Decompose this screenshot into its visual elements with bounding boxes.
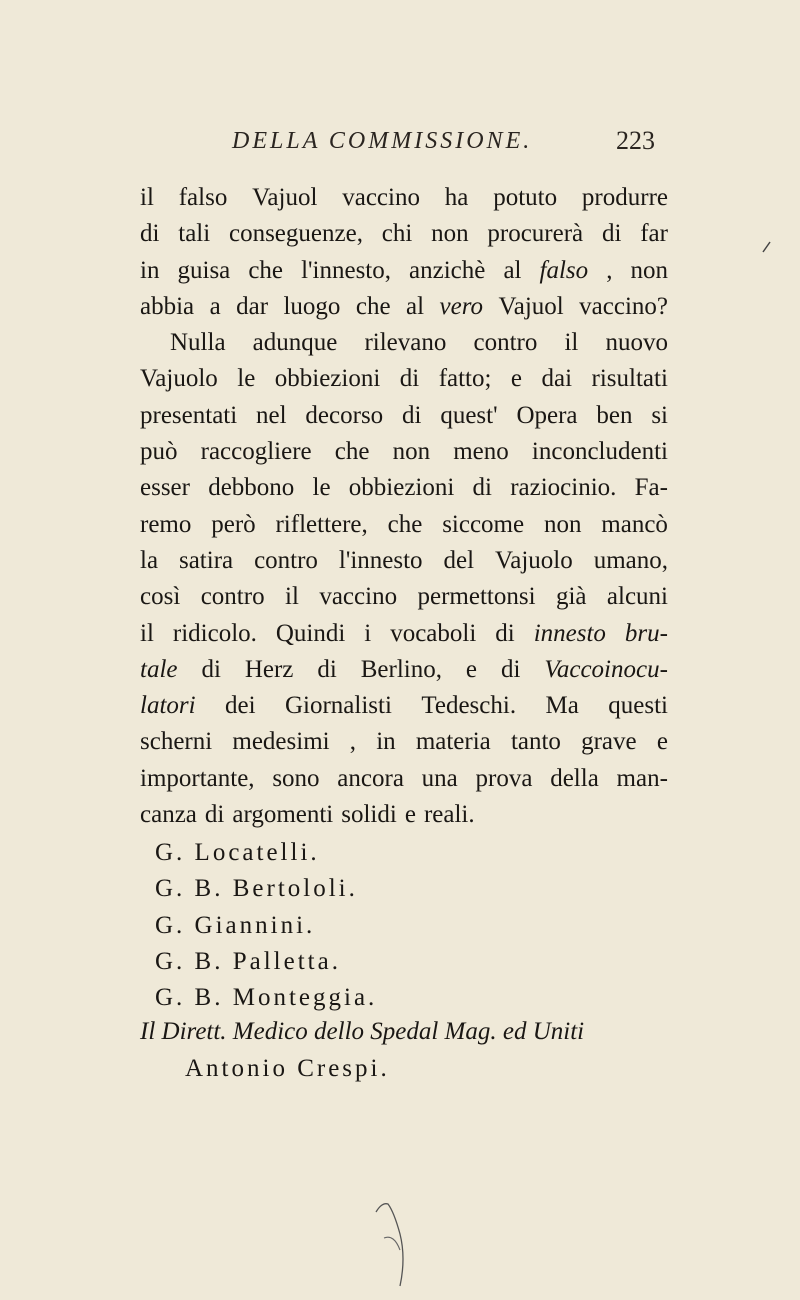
word: dar (236, 292, 269, 320)
word: presentati (140, 401, 238, 429)
word: guisa (177, 256, 231, 284)
word: conseguenze, (228, 220, 363, 248)
word: vocaboli (390, 619, 477, 647)
running-title: DELLA COMMISSIONE. (232, 128, 533, 154)
word: prova (475, 764, 533, 792)
word: importante, (140, 764, 255, 792)
word: materia (415, 728, 491, 756)
word: risultati (591, 365, 668, 393)
word: man- (616, 764, 668, 792)
page-number: 223 (616, 126, 655, 155)
word: contro (473, 329, 538, 357)
body-text (140, 180, 668, 833)
text-line (140, 652, 668, 688)
word: così (140, 583, 181, 611)
word: di (472, 474, 492, 502)
word: Giornalisti (284, 692, 392, 720)
word: questi (608, 692, 668, 720)
word: Fa- (634, 474, 668, 502)
word: contro (200, 583, 265, 611)
page-header (0, 128, 800, 168)
word: falso (178, 184, 228, 211)
word: può (140, 438, 178, 466)
word: a (209, 292, 221, 320)
word: non (630, 256, 668, 284)
word: la (140, 546, 159, 574)
word: procurerà (487, 220, 584, 248)
signature-block (155, 835, 377, 1016)
word: obbiezioni (348, 474, 455, 502)
word: nel (256, 401, 287, 429)
word: di (317, 655, 337, 683)
word: esser (140, 474, 190, 502)
word: e (404, 801, 416, 829)
text-line (140, 470, 668, 506)
word: canza (140, 801, 197, 829)
text-line (140, 797, 668, 833)
text-line (140, 507, 668, 543)
word: sono (272, 764, 320, 792)
word: latori (140, 692, 196, 720)
word: ben (596, 401, 633, 429)
word: non (543, 510, 582, 538)
word: Vaccoinocu- (544, 655, 668, 683)
word: di (201, 655, 221, 683)
word: luogo (283, 292, 341, 320)
word: meno (453, 438, 509, 466)
word: le (237, 365, 256, 393)
word: del (443, 546, 475, 574)
signature-line: G. Giannini. (155, 911, 316, 939)
text-line (140, 180, 668, 216)
word: vaccino? (579, 292, 668, 320)
word: che (355, 292, 391, 320)
word: ancora (337, 764, 404, 792)
word: Ma (545, 692, 579, 720)
word: il (285, 583, 299, 611)
word: ha (444, 184, 469, 211)
word: satira (178, 546, 234, 574)
word: alcuni (606, 583, 668, 611)
word: medesimi (232, 728, 330, 756)
word: produrre (581, 184, 668, 211)
word: Herz (244, 655, 294, 683)
word: innesto (533, 619, 606, 647)
word: e (510, 365, 523, 393)
word: falso (539, 256, 589, 284)
word: Quindi (275, 619, 346, 647)
text-line (140, 361, 668, 397)
word: Vajuolo (494, 546, 573, 574)
word: le (312, 474, 331, 502)
word: vero (439, 292, 483, 320)
text-line (140, 761, 668, 797)
word: mancò (601, 510, 668, 538)
text-line (140, 543, 668, 579)
signature-line: G. B. Bertololi. (155, 875, 358, 903)
word: il (564, 329, 579, 357)
closing-title: Il Dirett. Medico dello Spedal Mag. ed Uniti (140, 1018, 585, 1045)
word: di (140, 220, 160, 248)
word: della (550, 764, 599, 792)
text-line (140, 216, 668, 252)
signature-line: G. Locatelli. (155, 839, 320, 866)
word: umano, (593, 546, 668, 574)
word: solidi (341, 801, 397, 829)
word: Nulla (170, 329, 226, 357)
word: remo (140, 510, 192, 538)
word: al (406, 292, 425, 320)
text-line (140, 616, 668, 652)
text-line (140, 434, 668, 470)
word: già (555, 583, 587, 611)
word: reali. (423, 801, 475, 829)
word: che (387, 510, 423, 538)
word: che (248, 256, 284, 284)
word: bru- (624, 619, 668, 647)
word: grave (581, 728, 637, 756)
word: ridicolo. (172, 619, 257, 647)
word: Opera (516, 401, 578, 429)
word: chi (381, 220, 413, 248)
word: di (495, 619, 515, 647)
word: il (140, 619, 154, 647)
word: inconcludenti (531, 438, 668, 466)
word: fatto; (438, 365, 492, 393)
word: adunque (252, 329, 338, 357)
word: e (656, 728, 668, 756)
word: decorso (305, 401, 384, 429)
word: di (402, 401, 422, 429)
word: vaccino (342, 184, 420, 211)
word: tanto (510, 728, 561, 756)
word: riflettere, (275, 510, 368, 538)
text-line (140, 724, 668, 760)
word: l'innesto (338, 546, 423, 574)
word: nuovo (605, 329, 668, 357)
word: Berlino, (360, 655, 442, 683)
word: rilevano (364, 329, 447, 357)
word: di (601, 220, 622, 248)
word: , (606, 256, 613, 284)
signature-line: G. B. Palletta. (155, 947, 341, 975)
word: dai (541, 365, 573, 393)
word: , (349, 728, 357, 756)
signature-line: G. B. Monteggia. (155, 984, 378, 1012)
word: Tedeschi. (421, 692, 517, 720)
word: permettonsi (417, 583, 536, 611)
word: far (640, 220, 668, 248)
word: si (651, 401, 668, 429)
word: siccome (442, 510, 525, 538)
word: abbia (140, 292, 195, 320)
margin-tick-mark (760, 236, 774, 256)
word: in (140, 256, 160, 284)
word: potuto (493, 184, 558, 211)
word: vaccino (319, 583, 398, 611)
text-line (140, 253, 668, 289)
word: raziocinio. (510, 474, 617, 502)
word: il (140, 184, 154, 211)
word: di (500, 655, 521, 683)
word: Vajuol (252, 184, 318, 211)
text-line (140, 325, 668, 361)
text-line (140, 579, 668, 615)
word: raccogliere (200, 438, 312, 466)
word: scherni (140, 728, 213, 756)
word: quest' (440, 401, 498, 429)
word: di (399, 365, 420, 393)
text-line (140, 289, 668, 325)
word: e (465, 655, 478, 683)
text-line (140, 398, 668, 434)
word: tale (140, 655, 178, 683)
word: in (376, 728, 396, 756)
word: debbono (208, 474, 295, 502)
word: che (334, 438, 370, 466)
word: una (421, 764, 458, 792)
word: argomenti (232, 801, 334, 829)
word: non (431, 220, 469, 248)
closing-name: Antonio Crespi. (185, 1055, 390, 1082)
word: però (211, 510, 256, 538)
word: tali (178, 220, 211, 248)
word: anzichè (409, 256, 486, 284)
ink-flourish-mark (370, 1198, 430, 1298)
word: contro (254, 546, 318, 574)
word: Vajuol (498, 292, 564, 320)
word: l'innesto, (301, 256, 391, 284)
word: i (364, 619, 372, 647)
word: obbiezioni (274, 365, 381, 393)
word: al (503, 256, 522, 284)
word: Vajuolo (140, 365, 218, 393)
word: dei (225, 692, 256, 720)
text-line (140, 688, 668, 724)
word: di (204, 801, 225, 829)
word: non (392, 438, 431, 466)
